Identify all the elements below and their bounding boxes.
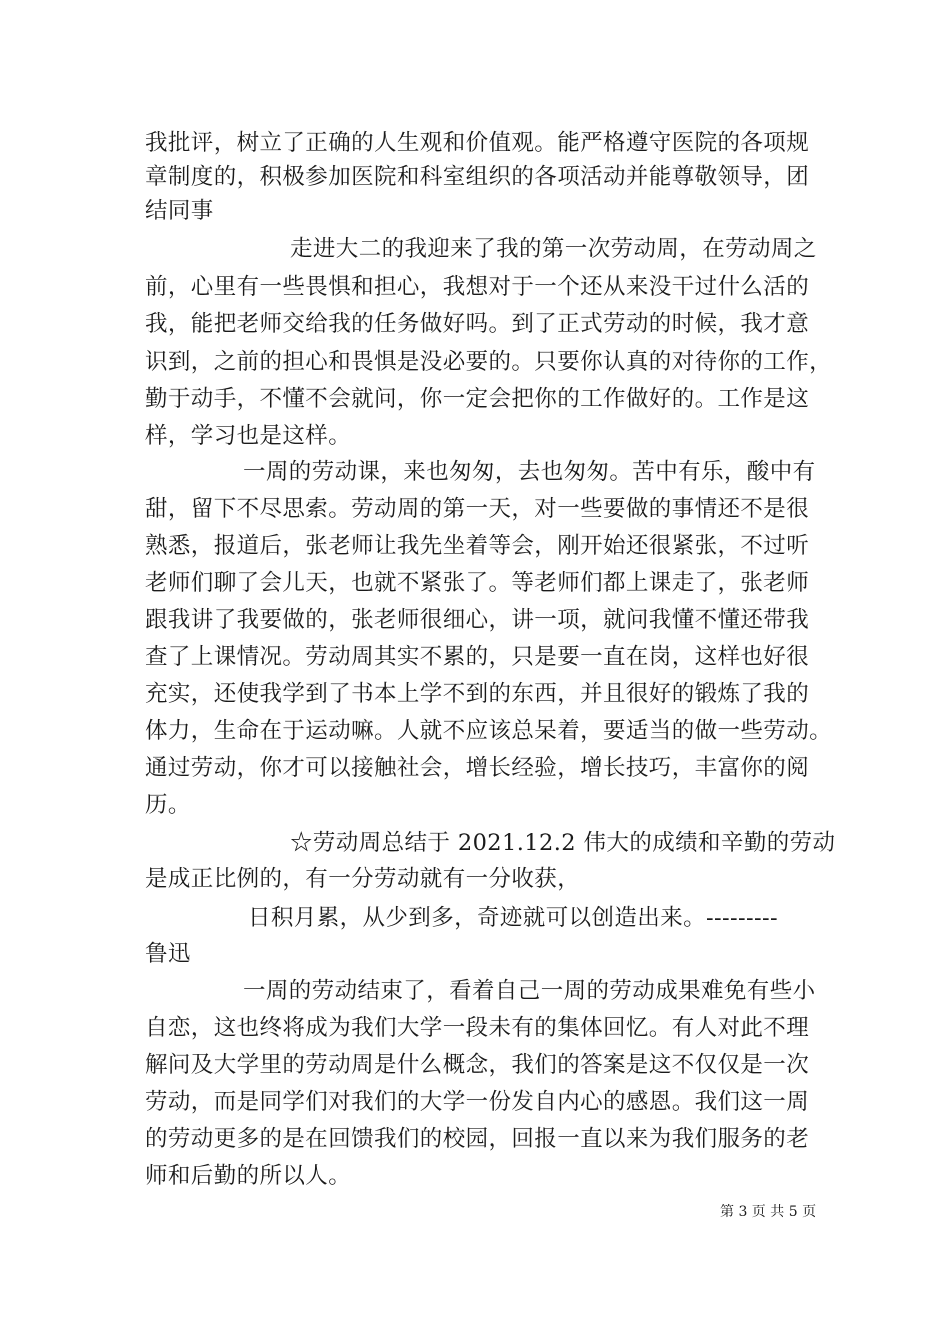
text-line: 充实，还使我学到了书本上学不到的东西，并且很好的锻炼了我的 <box>145 681 810 707</box>
text-line: 鲁迅 <box>145 941 191 967</box>
text-line: 一周的劳动课，来也匆匆，去也匆匆。苦中有乐，酸中有 <box>243 459 816 485</box>
text-line: 甜，留下不尽思索。劳动周的第一天，对一些要做的事情还不是很 <box>145 496 810 522</box>
text-line: 熟悉，报道后，张老师让我先坐着等会，刚开始还很紧张，不过听 <box>145 533 810 559</box>
text-line: 师和后勤的所以人。 <box>145 1163 352 1189</box>
text-line: 解问及大学里的劳动周是什么概念，我们的答案是这不仅仅是一次 <box>145 1052 810 1078</box>
text-line: 的劳动更多的是在回馈我们的校园，回报一直以来为我们服务的老 <box>145 1126 810 1152</box>
text-line: 识到，之前的担心和畏惧是没必要的。只要你认真的对待你的工作， <box>145 349 833 375</box>
text-line: 我，能把老师交给我的任务做好吗。到了正式劳动的时候，我才意 <box>145 311 810 337</box>
text-line: 自恋，这也终将成为我们大学一段未有的集体回忆。有人对此不理 <box>145 1015 810 1041</box>
text-line: 样，学习也是这样。 <box>145 423 352 449</box>
text-line: 是成正比例的，有一分劳动就有一分收获， <box>145 866 581 892</box>
text-line: 勤于动手，不懂不会就问，你一定会把你的工作做好的。工作是这 <box>145 386 810 412</box>
text-line: 劳动，而是同学们对我们的大学一份发自内心的感恩。我们这一周 <box>145 1089 810 1115</box>
text-line: 老师们聊了会儿天，也就不紧张了。等老师们都上课走了，张老师 <box>145 570 810 596</box>
text-line: 日积月累，从少到多，奇迹就可以创造出来。--------- <box>248 905 779 931</box>
text-line: 通过劳动，你才可以接触社会，增长经验，增长技巧，丰富你的阅 <box>145 755 810 781</box>
text-line: 查了上课情况。劳动周其实不累的，只是要一直在岗，这样也好很 <box>145 644 810 670</box>
text-line: 我批评，树立了正确的人生观和价值观。能严格遵守医院的各项规 <box>145 130 810 156</box>
text-line: 历。 <box>145 792 191 818</box>
text-line: 体力，生命在于运动嘛。人就不应该总呆着，要适当的做一些劳动。 <box>145 718 833 744</box>
text-line: 走进大二的我迎来了我的第一次劳动周，在劳动周之 <box>290 236 817 262</box>
text-line: 章制度的，积极参加医院和科室组织的各项活动并能尊敬领导，团 <box>145 164 810 190</box>
page-number: 第 3 页 共 5 页 <box>720 1204 817 1220</box>
text-line: ☆劳动周总结于 2021.12.2 伟大的成绩和辛勤的劳动 <box>290 830 836 856</box>
text-line: 结同事 <box>145 198 214 224</box>
text-line: 跟我讲了我要做的，张老师很细心，讲一项，就问我懂不懂还带我 <box>145 607 810 633</box>
text-line: 一周的劳动结束了，看着自己一周的劳动成果难免有些小 <box>243 978 816 1004</box>
text-line: 前，心里有一些畏惧和担心，我想对于一个还从来没干过什么活的 <box>145 274 810 300</box>
